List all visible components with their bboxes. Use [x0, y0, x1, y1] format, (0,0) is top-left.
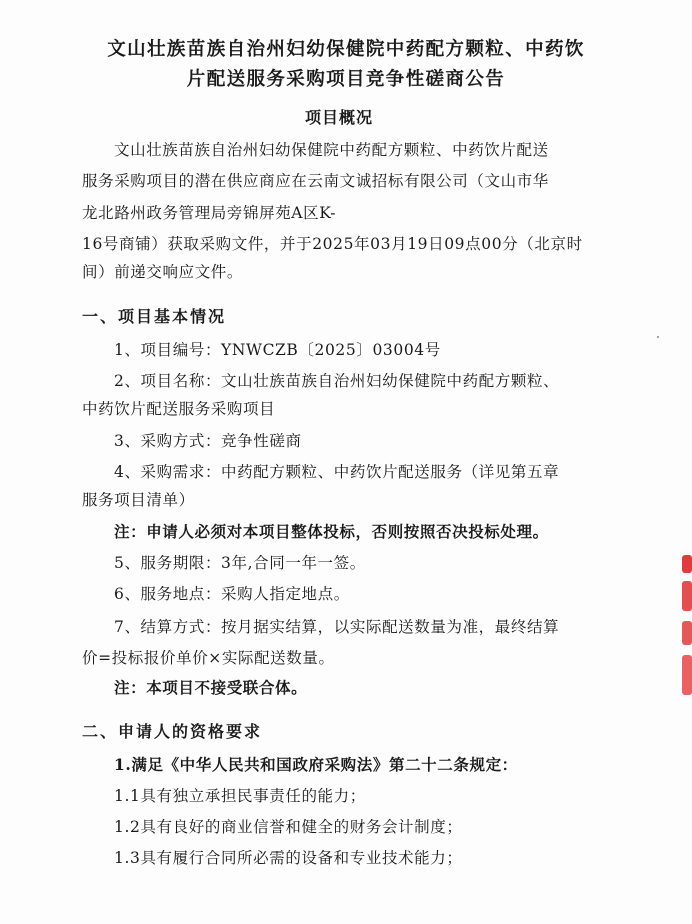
overview-line: 间）前递交响应文件。: [82, 263, 244, 281]
qualification-item: 1.1具有独立承担民事责任的能力；: [114, 787, 366, 805]
qualification-sub1: 1.满足《中华人民共和国政府采购法》第二十二条规定：: [114, 755, 518, 774]
overview-line: 16号商铺）获取采购文件，并于2025年03月19日09点00分（北京时: [82, 235, 583, 253]
project-name-line2: 中药饮片配送服务采购项目: [82, 400, 276, 418]
settlement-method-line2: 价=投标报价单价×实际配送数量。: [82, 649, 335, 667]
service-period: 5、服务期限：3年,合同一年一签。: [114, 554, 366, 572]
consortium-note: 注：本项目不接受联合体。: [114, 678, 308, 697]
procurement-method: 3、采购方式：竞争性磋商: [114, 432, 302, 450]
overview-line: 龙北路州政务管理局旁锦屏苑A区K-: [82, 204, 337, 222]
project-number: 1、项目编号：YNWCZB〔2025〕03004号: [114, 341, 441, 359]
overview-heading: 项目概况: [305, 108, 374, 127]
overview-line: 服务采购项目的潜在供应商应在云南文诚招标有限公司（文山市华: [82, 172, 549, 190]
red-seal-edge: [682, 555, 692, 715]
document-title-line2: 片配送服务采购项目竞争性磋商公告: [186, 69, 506, 90]
section2-heading: 二、申请人的资格要求: [82, 722, 263, 741]
procurement-demand-line1: 4、采购需求：中药配方颗粒、中药饮片配送服务（详见第五章: [114, 463, 560, 481]
scan-speck: [657, 336, 659, 338]
service-location: 6、服务地点：采购人指定地点。: [114, 585, 350, 603]
qualification-item: 1.3具有履行合同所必需的设备和专业技术能力；: [114, 849, 463, 867]
qualification-item: 1.2具有良好的商业信誉和健全的财务会计制度；: [114, 818, 463, 836]
bid-note: 注：申请人必须对本项目整体投标，否则按照否决投标处理。: [114, 522, 549, 541]
procurement-demand-line2: 服务项目清单）: [82, 491, 195, 509]
section1-heading: 一、项目基本情况: [82, 307, 227, 326]
overview-line: 文山壮族苗族自治州妇幼保健院中药配方颗粒、中药饮片配送: [114, 141, 549, 159]
settlement-method-line1: 7、结算方式：按月据实结算，以实际配送数量为准，最终结算: [114, 618, 560, 636]
project-name-line1: 2、项目名称：文山壮族苗族自治州妇幼保健院中药配方颗粒、: [114, 372, 560, 390]
document-title-line1: 文山壮族苗族自治州妇幼保健院中药配方颗粒、中药饮: [107, 39, 585, 60]
